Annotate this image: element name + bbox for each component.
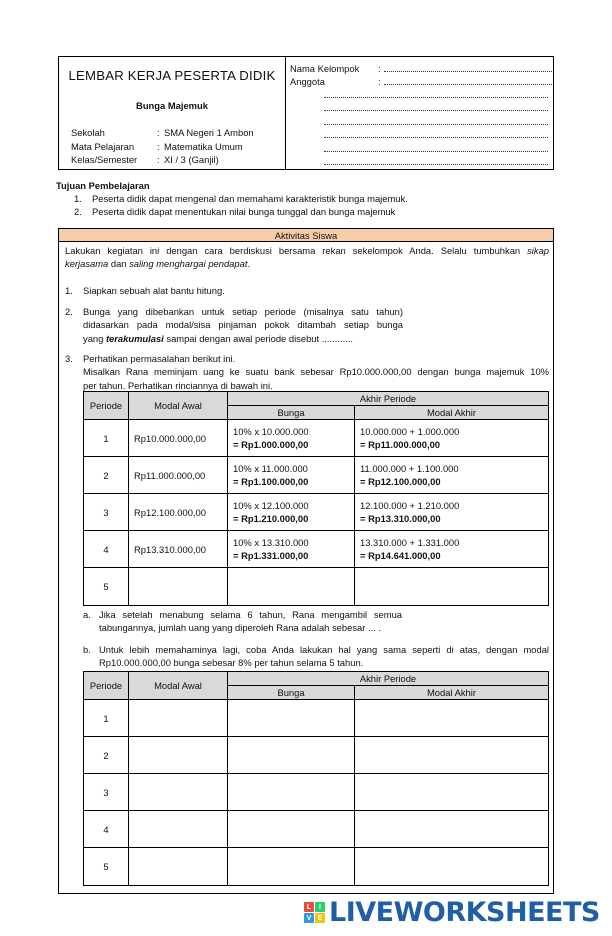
compound-interest-table (83, 391, 549, 606)
logo-letter: E (315, 913, 325, 923)
calc-line: 10% x 13.310.000 (233, 536, 309, 548)
calc-result: = Rp12.100.000,00 (360, 476, 441, 487)
info-label: Mata Pelajaran (71, 140, 135, 152)
periode-cell: 3 (84, 494, 129, 531)
modal-akhir-cell (355, 494, 549, 531)
intro-italic: kerjasama (65, 258, 109, 269)
info-colon: : (157, 154, 160, 165)
step-text: yang (83, 332, 106, 344)
question-line: tabungannya, jumlah uang yang diperoleh Rana adalah sebesar ... . (99, 622, 381, 634)
modal-awal-answer[interactable] (129, 737, 228, 774)
intro-italic: saling menghargai pendapat (129, 258, 248, 269)
step-1 (65, 284, 549, 297)
learning-objectives (56, 180, 556, 218)
periode-cell: 5 (84, 848, 129, 886)
col-header-modal-akhir: Modal Akhir (355, 686, 549, 700)
step-body (83, 305, 403, 345)
member-field-2[interactable] (324, 97, 548, 98)
member-field-6[interactable] (324, 151, 548, 152)
worksheet-header (58, 56, 554, 170)
step-number: 1. (65, 285, 73, 296)
periode-cell: 2 (84, 457, 129, 494)
col-header-modal-akhir: Modal Akhir (355, 406, 549, 420)
intro-italic: sikap (527, 245, 549, 256)
table-row (84, 494, 549, 531)
modal-akhir-cell (355, 457, 549, 494)
calc-line: 10.000.000 + 1.000.000 (360, 425, 460, 437)
info-colon: : (157, 140, 160, 152)
table-row (84, 457, 549, 494)
objective-text: Peserta didik dapat menentukan nilai bunga tunggal dan bunga majemuk (92, 206, 396, 217)
member-field-1[interactable] (384, 76, 552, 85)
bunga-cell (228, 420, 355, 457)
col-header-bunga: Bunga (228, 406, 355, 420)
info-colon: : (157, 127, 160, 138)
header-left-panel (59, 57, 286, 169)
step-body (83, 352, 549, 392)
question-label: a. (83, 609, 91, 620)
intro-line-2 (65, 257, 250, 270)
modal-awal-answer[interactable] (129, 811, 228, 848)
modal-akhir-cell (355, 531, 549, 568)
bunga-cell (228, 457, 355, 494)
calc-result: = Rp14.641.000,00 (360, 550, 441, 561)
objective-text: Peserta didik dapat mengenal dan memahami karakteristik bunga majemuk. (92, 193, 408, 204)
calc-line: 10% x 10.000.000 (233, 425, 309, 437)
objective-number: 2. (74, 206, 82, 217)
group-name-row (290, 63, 552, 75)
info-value: Matematika Umum (164, 140, 243, 152)
question-body (99, 608, 549, 635)
modal-akhir-answer[interactable] (355, 811, 549, 848)
periode-cell: 3 (84, 774, 129, 811)
bunga-cell (228, 531, 355, 568)
modal-awal-cell: Rp10.000.000,00 (129, 420, 228, 457)
col-header-modal-awal: Modal Awal (129, 672, 228, 700)
modal-akhir-answer[interactable] (355, 848, 549, 886)
info-label: Sekolah (71, 127, 105, 138)
question-line: Rp10.000.000,00 bunga sebesar 8% per tahun selama 5 tahun. (99, 657, 364, 669)
bunga-answer[interactable] (228, 737, 355, 774)
objective-item (56, 205, 556, 218)
calc-result: = Rp1.100.000,00 (233, 476, 309, 487)
info-row-school (71, 126, 254, 140)
modal-akhir-cell (355, 420, 549, 457)
modal-akhir-answer[interactable] (355, 774, 549, 811)
calc-result: = Rp1.000.000,00 (233, 439, 309, 450)
members-colon: : (378, 76, 381, 87)
member-field-5[interactable] (324, 137, 548, 138)
step-number: 2. (65, 306, 73, 317)
calc-result: = Rp11.000.000,00 (360, 439, 441, 450)
bunga-answer[interactable] (228, 568, 355, 606)
periode-cell: 1 (84, 700, 129, 737)
intro-text: dan (108, 258, 130, 269)
modal-awal-cell: Rp11.000.000,00 (129, 457, 228, 494)
objectives-title: Tujuan Pembelajaran (56, 180, 150, 191)
table-row (84, 811, 549, 848)
calc-line: 10% x 12.100.000 (233, 499, 309, 511)
periode-cell: 4 (84, 531, 129, 568)
table-row (84, 848, 549, 886)
periode-cell: 5 (84, 568, 129, 606)
activity-title-bar: Aktivitas Siswa (59, 229, 553, 242)
intro-text: Lakukan kegiatan ini dengan cara berdiskusi bersama rekan sekelompok Anda. Selalu tumbuhkan (65, 245, 528, 256)
objective-number: 1. (74, 193, 82, 204)
logo-icon (304, 902, 325, 923)
modal-awal-answer[interactable] (129, 568, 228, 606)
step-text: sampai dengan awal periode disebut ............ (163, 332, 353, 344)
member-field-4[interactable] (324, 124, 548, 125)
logo-letter: I (315, 902, 325, 912)
group-name-field[interactable] (384, 63, 552, 72)
table-row (84, 531, 549, 568)
member-field-7[interactable] (324, 164, 548, 165)
col-header-periode: Periode (84, 392, 129, 420)
bunga-answer[interactable] (228, 700, 355, 737)
table-row (84, 737, 549, 774)
school-info (71, 126, 254, 167)
modal-awal-answer[interactable] (129, 774, 228, 811)
bunga-answer[interactable] (228, 811, 355, 848)
col-header-modal-awal: Modal Awal (129, 392, 228, 420)
modal-akhir-answer[interactable] (355, 737, 549, 774)
intro-line-1 (65, 244, 549, 257)
members-label: Anggota (290, 76, 325, 87)
step-line: per tahun. Perhatikan rinciannya di bawah ini. (83, 379, 273, 391)
intro-text: . (247, 258, 251, 269)
col-header-akhir-periode: Akhir Periode (228, 392, 549, 406)
liveworksheets-logo[interactable] (304, 897, 600, 928)
calc-line: 12.100.000 + 1.210.000 (360, 499, 460, 511)
periode-cell: 4 (84, 811, 129, 848)
calc-result: = Rp1.331.000,00 (233, 550, 309, 561)
members-row (290, 76, 552, 88)
table-row (84, 568, 549, 606)
calc-line: 13.310.000 + 1.331.000 (360, 536, 460, 548)
practice-table (83, 671, 549, 886)
step-text: Siapkan sebuah alat bantu hitung. (83, 285, 225, 296)
modal-awal-cell: Rp13.310.000,00 (129, 531, 228, 568)
question-label: b. (83, 644, 91, 655)
calc-line: 10% x 11.000.000 (233, 462, 308, 474)
question-b (83, 643, 549, 670)
info-value: XI / 3 (Ganjil) (164, 154, 219, 165)
periode-cell: 1 (84, 420, 129, 457)
modal-awal-answer[interactable] (129, 848, 228, 886)
calc-result: = Rp13.310.000,00 (360, 513, 441, 524)
modal-awal-answer[interactable] (129, 700, 228, 737)
member-field-3[interactable] (324, 110, 548, 111)
header-right-panel (286, 57, 553, 169)
info-row-subject (71, 140, 254, 154)
logo-text: LIVEWORKSHEETS (329, 897, 600, 928)
question-line: Untuk lebih memahaminya lagi, coba Anda lakukan hal yang sama seperti di atas, dengan modal (99, 644, 549, 655)
info-row-class (71, 153, 254, 167)
modal-awal-cell: Rp12.100.000,00 (129, 494, 228, 531)
info-label: Kelas/Semester (71, 154, 138, 165)
calc-result: = Rp1.210.000,00 (233, 513, 309, 524)
step-3 (65, 352, 549, 392)
question-line: Jika setelah menabung selama 6 tahun, Rana mengambil semua (99, 609, 402, 620)
logo-letter: L (304, 902, 314, 912)
col-header-periode: Periode (84, 672, 129, 700)
step-line (83, 332, 403, 345)
worksheet-title: LEMBAR KERJA PESERTA DIDIK (68, 68, 276, 83)
step-line: Perhatikan permasalahan berikut ini. (83, 353, 236, 364)
bunga-answer[interactable] (228, 848, 355, 886)
question-a (83, 608, 549, 635)
modal-akhir-answer[interactable] (355, 568, 549, 606)
step-line: Bunga yang dibebankan untuk setiap periode (misalnya satu tahun) (83, 306, 403, 317)
bunga-answer[interactable] (228, 774, 355, 811)
step-line: didasarkan pada modal/sisa pinjaman pokok ditambah setiap bunga (83, 319, 403, 331)
worksheet-subtitle: Bunga Majemuk (136, 100, 208, 111)
col-header-akhir-periode: Akhir Periode (228, 672, 549, 686)
bunga-cell (228, 494, 355, 531)
step-line: Misalkan Rana meminjam uang ke suatu bank sebesar Rp10.000.000,00 dengan bunga majemuk 10% (83, 366, 549, 378)
table-row (84, 774, 549, 811)
col-header-bunga: Bunga (228, 686, 355, 700)
table-row (84, 700, 549, 737)
activity-box (58, 228, 554, 894)
question-body (99, 643, 549, 670)
group-name-label: Nama Kelompok (290, 63, 360, 74)
objective-item (56, 192, 556, 205)
periode-cell: 2 (84, 737, 129, 774)
logo-letter: V (304, 913, 314, 923)
keyword-terakumulasi: terakumulasi (105, 332, 164, 344)
step-2 (65, 305, 549, 345)
table-row (84, 420, 549, 457)
step-number: 3. (65, 353, 73, 364)
group-colon: : (378, 63, 381, 74)
info-value: SMA Negeri 1 Ambon (164, 127, 254, 138)
modal-akhir-answer[interactable] (355, 700, 549, 737)
calc-line: 11.000.000 + 1.100.000 (360, 462, 459, 474)
